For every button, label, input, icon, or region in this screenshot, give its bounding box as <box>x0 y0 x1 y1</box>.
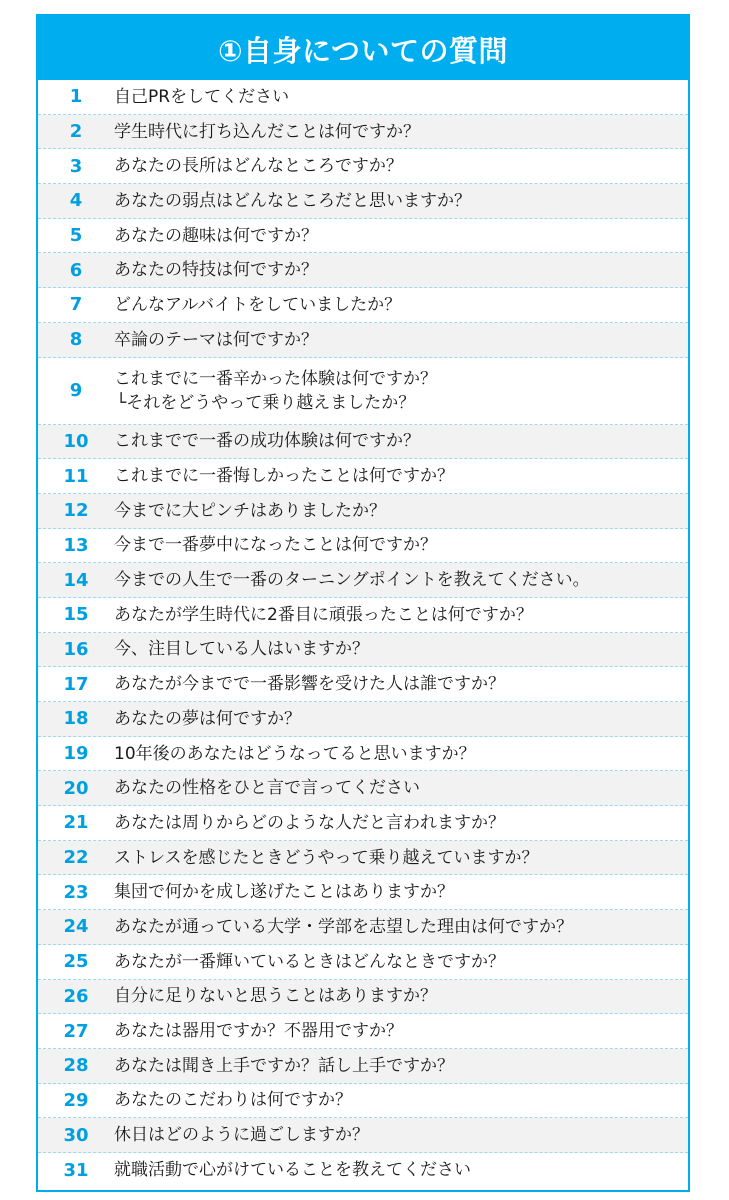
question-text: あなたが通っている大学・学部を志望した理由は何ですか？ <box>114 916 573 937</box>
question-text: あなたのこだわりは何ですか？ <box>114 1090 352 1111</box>
question-row <box>38 425 688 460</box>
question-row <box>38 737 688 772</box>
question-row <box>38 667 688 702</box>
question-text-cell <box>114 637 688 661</box>
question-text-cell <box>114 846 688 870</box>
question-subtext: └それをどうやって乗り越えましたか？ <box>116 392 416 413</box>
question-text: あなたの夢は何ですか？ <box>114 708 301 729</box>
question-row <box>38 529 688 564</box>
question-number: 30 <box>63 1124 89 1146</box>
question-row <box>38 1014 688 1049</box>
question-text-cell <box>114 950 688 974</box>
question-number: 17 <box>63 673 89 695</box>
question-row <box>38 875 688 910</box>
question-text: これまでで一番の成功体験は何ですか？ <box>114 431 420 452</box>
question-row <box>38 219 688 254</box>
sheet-title: ①自身についての質問 <box>38 16 688 80</box>
question-text: ストレスを感じたときどうやって乗り越えていますか？ <box>114 847 539 868</box>
question-text: 10年後のあなたはどうなってると思いますか？ <box>114 743 476 764</box>
question-text-cell <box>114 568 688 592</box>
question-row <box>38 358 688 425</box>
question-row <box>38 980 688 1015</box>
question-number: 23 <box>63 881 89 903</box>
question-text-cell <box>114 880 688 904</box>
question-number: 14 <box>63 569 89 591</box>
question-number: 20 <box>63 777 89 799</box>
question-text-cell <box>114 328 688 352</box>
question-text-cell <box>114 984 688 1008</box>
question-text: 就職活動で心がけていることを教えてください <box>114 1160 471 1181</box>
question-text: あなたの長所はどんなところですか？ <box>114 156 403 177</box>
question-text-cell <box>114 464 688 488</box>
question-text-cell <box>114 1088 688 1112</box>
question-text: あなたが学生時代に2番目に頑張ったことは何ですか？ <box>114 604 533 625</box>
question-text: あなたは周りからどのような人だと言われますか？ <box>114 812 505 833</box>
question-text-cell <box>114 915 688 939</box>
question-row <box>38 115 688 150</box>
question-text-cell <box>114 811 688 835</box>
question-text: 今まで一番夢中になったことは何ですか？ <box>114 535 437 556</box>
question-text-cell <box>114 672 688 696</box>
question-text-cell <box>114 499 688 523</box>
question-row <box>38 945 688 980</box>
question-text-cell <box>114 85 688 109</box>
question-text: 学生時代に打ち込んだことは何ですか？ <box>114 121 420 142</box>
question-number: 31 <box>63 1159 89 1181</box>
question-number: 29 <box>63 1089 89 1111</box>
question-row <box>38 1084 688 1119</box>
question-row <box>38 633 688 668</box>
question-row <box>38 80 688 115</box>
question-text: あなたの趣味は何ですか？ <box>114 225 318 246</box>
question-text: 自分に足りないと思うことはありますか？ <box>114 986 437 1007</box>
question-row <box>38 563 688 598</box>
question-number: 5 <box>69 225 83 247</box>
question-row <box>38 288 688 323</box>
question-row <box>38 1049 688 1084</box>
question-row <box>38 702 688 737</box>
question-number: 16 <box>63 638 89 660</box>
question-row <box>38 494 688 529</box>
question-text-cell <box>114 1054 688 1078</box>
question-number: 28 <box>63 1055 89 1077</box>
question-text-cell <box>114 707 688 731</box>
question-row <box>38 149 688 184</box>
question-text: どんなアルバイトをしていましたか？ <box>114 294 402 315</box>
question-text: 卒論のテーマは何ですか？ <box>114 329 318 350</box>
question-text-cell <box>114 533 688 557</box>
question-text: あなたは器用ですか？不器用ですか？ <box>114 1021 403 1042</box>
question-number: 27 <box>63 1020 89 1042</box>
question-text-cell <box>114 258 688 282</box>
question-text: 自己PRをしてください <box>114 86 290 107</box>
question-text-cell <box>114 189 688 213</box>
question-text: 今までの人生で一番のターニングポイントを教えてください。 <box>114 570 590 591</box>
question-text-cell <box>114 603 688 627</box>
question-number: 12 <box>63 500 89 522</box>
question-row <box>38 1153 688 1188</box>
question-text: あなたの性格をひと言で言ってください <box>114 778 420 799</box>
question-number: 8 <box>69 329 83 351</box>
question-text-cell <box>114 1158 688 1182</box>
question-row <box>38 598 688 633</box>
question-text: あなたが今までで一番影響を受けた人は誰ですか？ <box>114 674 505 695</box>
question-number: 3 <box>69 155 83 177</box>
question-number: 4 <box>69 190 83 212</box>
question-text-cell <box>114 429 688 453</box>
question-text: あなたの特技は何ですか？ <box>114 260 318 281</box>
question-number: 22 <box>63 847 89 869</box>
question-text-cell <box>114 742 688 766</box>
question-number: 21 <box>63 812 89 834</box>
question-row <box>38 323 688 358</box>
question-text-cell <box>114 367 688 415</box>
question-text: 休日はどのように過ごしますか？ <box>114 1125 369 1146</box>
question-row <box>38 910 688 945</box>
question-text-cell <box>114 154 688 178</box>
question-text-cell <box>114 1019 688 1043</box>
question-text: これまでに一番辛かった体験は何ですか？ <box>114 368 437 389</box>
question-number: 18 <box>63 708 89 730</box>
question-row <box>38 253 688 288</box>
question-number: 10 <box>63 430 89 452</box>
question-text: 今、注目している人はいますか？ <box>114 639 369 660</box>
question-number: 26 <box>63 985 89 1007</box>
question-number: 11 <box>63 465 89 487</box>
question-text: あなたは聞き上手ですか？話し上手ですか？ <box>114 1055 454 1076</box>
question-text: これまでに一番悔しかったことは何ですか？ <box>114 466 454 487</box>
question-sheet <box>36 14 690 1192</box>
question-text: 集団で何かを成し遂げたことはありますか？ <box>114 882 454 903</box>
question-number: 15 <box>63 604 89 626</box>
question-text-cell <box>114 224 688 248</box>
question-text: あなたが一番輝いているときはどんなときですか？ <box>114 951 505 972</box>
question-text-cell <box>114 120 688 144</box>
question-number: 2 <box>69 121 83 143</box>
question-number: 19 <box>63 743 89 765</box>
question-list <box>38 80 688 1188</box>
question-number: 1 <box>69 86 83 108</box>
question-number: 6 <box>69 259 83 281</box>
question-text: あなたの弱点はどんなところだと思いますか？ <box>114 190 471 211</box>
question-number: 24 <box>63 916 89 938</box>
question-row <box>38 806 688 841</box>
question-row <box>38 841 688 876</box>
question-number: 13 <box>63 534 89 556</box>
question-row <box>38 459 688 494</box>
question-number: 9 <box>69 380 83 401</box>
question-row <box>38 184 688 219</box>
question-text-cell <box>114 293 688 317</box>
question-row <box>38 1118 688 1153</box>
question-text: 今までに大ピンチはありましたか？ <box>114 500 386 521</box>
question-number: 25 <box>63 951 89 973</box>
question-text-cell <box>114 1123 688 1147</box>
question-text-cell <box>114 776 688 800</box>
question-row <box>38 771 688 806</box>
question-number: 7 <box>69 294 83 316</box>
